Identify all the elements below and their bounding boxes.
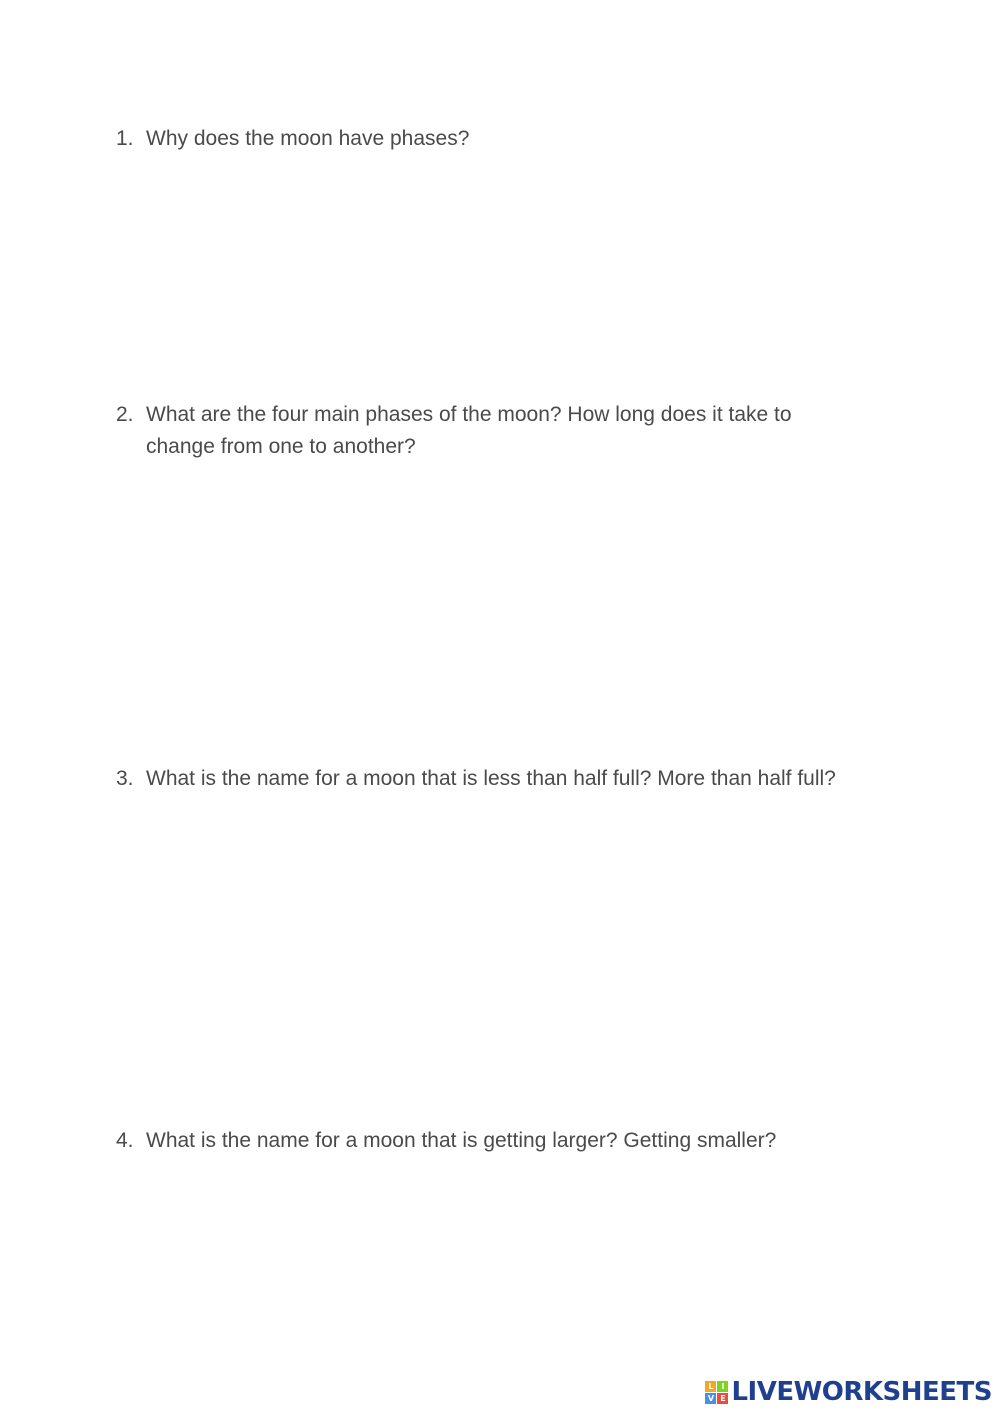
logo-text: LIVEWORKSHEETS	[731, 1377, 992, 1407]
logo-mark-cell: E	[717, 1393, 728, 1404]
question-number: 3.	[116, 767, 134, 790]
question-text: Why does the moon have phases?	[146, 127, 470, 150]
logo-mark-icon	[705, 1381, 728, 1404]
liveworksheets-logo	[705, 1377, 992, 1407]
question-4	[116, 1125, 856, 1157]
logo-mark-cell: L	[705, 1381, 716, 1392]
question-number: 4.	[116, 1129, 134, 1152]
question-number: 1.	[116, 127, 134, 150]
question-2	[116, 399, 856, 463]
question-number: 2.	[116, 403, 134, 426]
question-text: What is the name for a moon that is less than half full? More than half full?	[146, 767, 836, 790]
question-1	[116, 123, 856, 155]
question-text: What are the four main phases of the moon? How long does it take to change from one to another?	[146, 403, 792, 458]
logo-mark-cell: I	[717, 1381, 728, 1392]
question-3	[116, 763, 856, 795]
logo-mark-cell: V	[705, 1393, 716, 1404]
question-text: What is the name for a moon that is getting larger? Getting smaller?	[146, 1129, 777, 1152]
